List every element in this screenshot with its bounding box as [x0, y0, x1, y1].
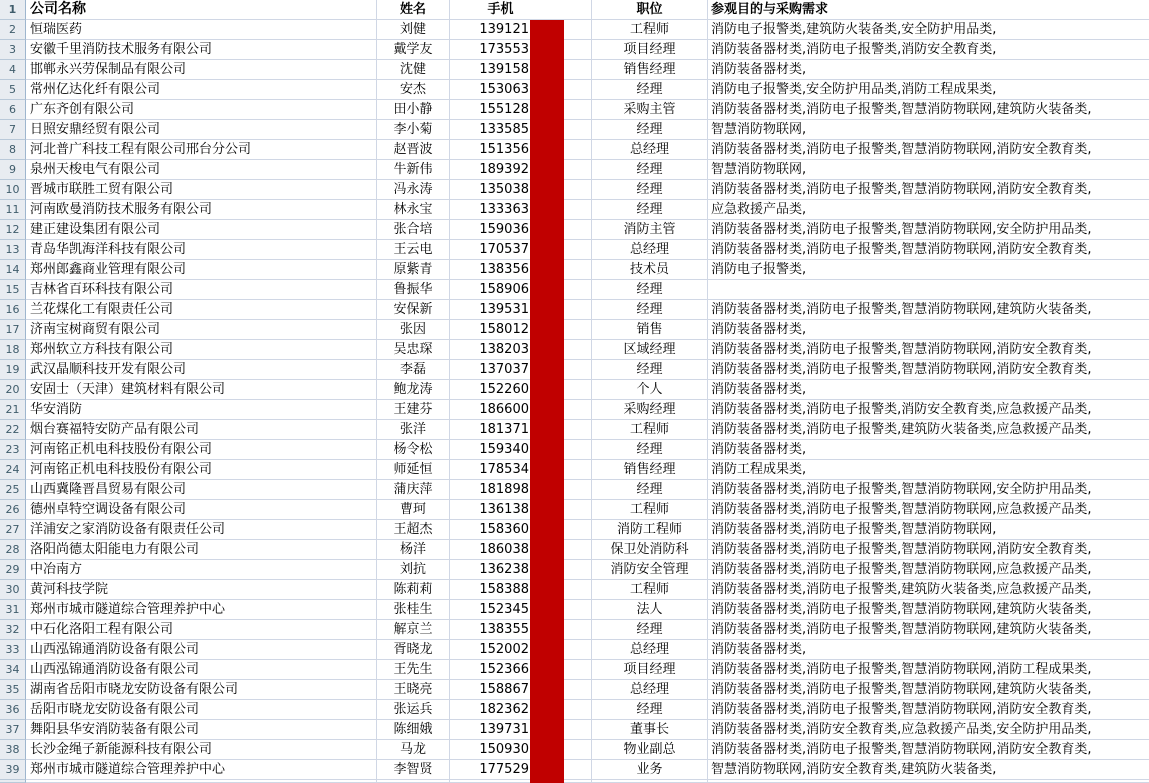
table-row: [0, 580, 1149, 600]
phone-cell[interactable]: 155128: [450, 100, 592, 120]
row-number[interactable]: 11: [0, 200, 26, 220]
phone-cell[interactable]: 186600: [450, 400, 592, 420]
row-number[interactable]: 17: [0, 320, 26, 340]
phone-cell[interactable]: 159340: [450, 440, 592, 460]
company-cell[interactable]: 邯郸永兴劳保制品有限公司: [26, 60, 377, 80]
position-cell[interactable]: 经理: [592, 300, 708, 320]
table-row: [0, 180, 1149, 200]
table-row: [0, 240, 1149, 260]
phone-cell[interactable]: 138356: [450, 260, 592, 280]
position-cell[interactable]: 消防安全管理: [592, 560, 708, 580]
row-number[interactable]: 25: [0, 480, 26, 500]
purpose-cell[interactable]: 消防装备器材类,消防电子报警类,智慧消防物联网,建筑防火装备类,: [708, 620, 1149, 640]
phone-cell[interactable]: 158360: [450, 520, 592, 540]
row-number[interactable]: 35: [0, 680, 26, 700]
phone-cell[interactable]: 151356: [450, 140, 592, 160]
purpose-cell[interactable]: 消防装备器材类,消防电子报警类,智慧消防物联网,建筑防火装备类,: [708, 300, 1149, 320]
table-row: [0, 440, 1149, 460]
position-cell[interactable]: 技术员: [592, 260, 708, 280]
phone-cell[interactable]: 158012: [450, 320, 592, 340]
name-cell[interactable]: 鲍龙涛: [377, 380, 450, 400]
purpose-cell[interactable]: 消防装备器材类,消防电子报警类,智慧消防物联网,消防安全教育类,: [708, 700, 1149, 720]
purpose-cell[interactable]: 消防工程成果类,: [708, 460, 1149, 480]
company-cell[interactable]: 建正建设集团有限公司: [26, 220, 377, 240]
company-cell[interactable]: 德州卓特空调设备有限公司: [26, 500, 377, 520]
name-cell[interactable]: 张运兵: [377, 700, 450, 720]
name-cell[interactable]: 沈健: [377, 60, 450, 80]
position-cell[interactable]: 经理: [592, 120, 708, 140]
purpose-cell[interactable]: 消防装备器材类,消防电子报警类,智慧消防物联网,应急救援产品类,: [708, 500, 1149, 520]
company-cell[interactable]: 安固士（天津）建筑材料有限公司: [26, 380, 377, 400]
table-row: [0, 420, 1149, 440]
company-cell[interactable]: 晋城市联胜工贸有限公司: [26, 180, 377, 200]
row-number[interactable]: 36: [0, 700, 26, 720]
row-number[interactable]: 31: [0, 600, 26, 620]
position-cell[interactable]: 销售经理: [592, 60, 708, 80]
company-cell[interactable]: 河北普广科技工程有限公司邢台分公司: [26, 140, 377, 160]
position-cell[interactable]: 区域经理: [592, 340, 708, 360]
phone-cell[interactable]: 139531: [450, 300, 592, 320]
row-number[interactable]: 20: [0, 380, 26, 400]
table-row: [0, 60, 1149, 80]
name-cell[interactable]: 曹珂: [377, 500, 450, 520]
purpose-cell[interactable]: 应急救援产品类,: [708, 200, 1149, 220]
purpose-cell[interactable]: 消防装备器材类,: [708, 380, 1149, 400]
phone-cell[interactable]: 139121: [450, 20, 592, 40]
company-cell[interactable]: 广东齐创有限公司: [26, 100, 377, 120]
table-row: [0, 220, 1149, 240]
row-number[interactable]: 14: [0, 260, 26, 280]
phone-cell[interactable]: 158867: [450, 680, 592, 700]
row-number[interactable]: 4: [0, 60, 26, 80]
phone-cell[interactable]: 135038: [450, 180, 592, 200]
phone-cell[interactable]: 133585: [450, 120, 592, 140]
row-number[interactable]: 22: [0, 420, 26, 440]
row-number[interactable]: 27: [0, 520, 26, 540]
name-cell[interactable]: 原紫青: [377, 260, 450, 280]
name-cell[interactable]: 胥晓龙: [377, 640, 450, 660]
purpose-cell[interactable]: 消防装备器材类,消防电子报警类,智慧消防物联网,消防安全教育类,: [708, 340, 1149, 360]
row-number[interactable]: 15: [0, 280, 26, 300]
table-row: [0, 200, 1149, 220]
row-number[interactable]: 16: [0, 300, 26, 320]
purpose-cell[interactable]: 消防装备器材类,: [708, 640, 1149, 660]
name-cell[interactable]: 吴忠琛: [377, 340, 450, 360]
name-cell[interactable]: 冯永涛: [377, 180, 450, 200]
position-cell[interactable]: 经理: [592, 200, 708, 220]
row-number[interactable]: 24: [0, 460, 26, 480]
row-number[interactable]: 1: [0, 0, 26, 20]
company-cell[interactable]: 吉林省百环科技有限公司: [26, 280, 377, 300]
table-row: [0, 460, 1149, 480]
row-number[interactable]: 26: [0, 500, 26, 520]
name-cell[interactable]: 李小菊: [377, 120, 450, 140]
phone-cell[interactable]: 152260: [450, 380, 592, 400]
table-row: [0, 280, 1149, 300]
row-number[interactable]: 3: [0, 40, 26, 60]
row-number[interactable]: 30: [0, 580, 26, 600]
company-cell[interactable]: 山西冀隆晋昌贸易有限公司: [26, 480, 377, 500]
position-cell[interactable]: 采购主管: [592, 100, 708, 120]
company-cell[interactable]: 黄河科技学院: [26, 580, 377, 600]
row-number[interactable]: 9: [0, 160, 26, 180]
company-cell[interactable]: 洛阳尚德太阳能电力有限公司: [26, 540, 377, 560]
phone-cell[interactable]: 138355: [450, 620, 592, 640]
table-row: [0, 500, 1149, 520]
company-cell[interactable]: 河南铭正机电科技股份有限公司: [26, 460, 377, 480]
table-row: [0, 340, 1149, 360]
name-cell[interactable]: 鲁振华: [377, 280, 450, 300]
name-cell[interactable]: 张合培: [377, 220, 450, 240]
name-cell[interactable]: 陈细娥: [377, 720, 450, 740]
name-cell[interactable]: 刘抗: [377, 560, 450, 580]
phone-cell[interactable]: 153063: [450, 80, 592, 100]
row-number[interactable]: 7: [0, 120, 26, 140]
table-row: [0, 40, 1149, 60]
header-phone[interactable]: 手机: [450, 0, 592, 20]
purpose-cell[interactable]: 消防装备器材类,消防安全教育类,应急救援产品类,安全防护用品类,: [708, 720, 1149, 740]
company-cell[interactable]: 郑州市城市隧道综合管理养护中心: [26, 600, 377, 620]
header-position[interactable]: 职位: [592, 0, 708, 20]
phone-cell[interactable]: 178534: [450, 460, 592, 480]
phone-cell[interactable]: 137037: [450, 360, 592, 380]
table-row: [0, 640, 1149, 660]
company-cell[interactable]: 华安消防: [26, 400, 377, 420]
name-cell[interactable]: 田小静: [377, 100, 450, 120]
phone-cell[interactable]: 158388: [450, 580, 592, 600]
table-row: [0, 740, 1149, 760]
phone-cell[interactable]: 170537: [450, 240, 592, 260]
phone-redaction-overlay: [530, 20, 564, 783]
company-cell[interactable]: 常州亿达化纤有限公司: [26, 80, 377, 100]
company-cell[interactable]: 郑州软立方科技有限公司: [26, 340, 377, 360]
position-cell[interactable]: 经理: [592, 440, 708, 460]
position-cell[interactable]: 销售经理: [592, 460, 708, 480]
position-cell[interactable]: 工程师: [592, 420, 708, 440]
table-row: [0, 600, 1149, 620]
company-cell[interactable]: 舞阳县华安消防装备有限公司: [26, 720, 377, 740]
purpose-cell[interactable]: 消防装备器材类,: [708, 60, 1149, 80]
row-number[interactable]: 2: [0, 20, 26, 40]
position-cell[interactable]: 经理: [592, 160, 708, 180]
name-cell[interactable]: 王云电: [377, 240, 450, 260]
row-number[interactable]: 29: [0, 560, 26, 580]
company-cell[interactable]: 安徽千里消防技术服务有限公司: [26, 40, 377, 60]
name-cell[interactable]: 师延恒: [377, 460, 450, 480]
position-cell[interactable]: 经理: [592, 80, 708, 100]
name-cell[interactable]: 杨洋: [377, 540, 450, 560]
company-cell[interactable]: 山西泓锦通消防设备有限公司: [26, 640, 377, 660]
purpose-cell[interactable]: 消防装备器材类,消防电子报警类,智慧消防物联网,消防安全教育类,: [708, 740, 1149, 760]
table-row: [0, 520, 1149, 540]
company-cell[interactable]: 日照安鼎经贸有限公司: [26, 120, 377, 140]
table-row: [0, 100, 1149, 120]
company-cell[interactable]: 岳阳市晓龙安防设备有限公司: [26, 700, 377, 720]
purpose-cell[interactable]: 消防装备器材类,消防电子报警类,建筑防火装备类,应急救援产品类,: [708, 580, 1149, 600]
position-cell[interactable]: 项目经理: [592, 660, 708, 680]
position-cell[interactable]: 项目经理: [592, 40, 708, 60]
row-number[interactable]: 18: [0, 340, 26, 360]
purpose-cell[interactable]: 消防装备器材类,消防电子报警类,智慧消防物联网,消防安全教育类,: [708, 180, 1149, 200]
phone-cell[interactable]: 186038: [450, 540, 592, 560]
row-number[interactable]: 39: [0, 760, 26, 780]
purpose-cell[interactable]: 消防装备器材类,消防电子报警类,智慧消防物联网,消防安全教育类,: [708, 540, 1149, 560]
table-row: [0, 540, 1149, 560]
purpose-cell[interactable]: 消防装备器材类,: [708, 440, 1149, 460]
row-number[interactable]: 10: [0, 180, 26, 200]
purpose-cell[interactable]: 智慧消防物联网,: [708, 160, 1149, 180]
phone-cell[interactable]: 177529: [450, 760, 592, 780]
header-name[interactable]: 姓名: [377, 0, 450, 20]
position-cell[interactable]: 销售: [592, 320, 708, 340]
position-cell[interactable]: 经理: [592, 620, 708, 640]
table-row: [0, 140, 1149, 160]
phone-cell[interactable]: 189392: [450, 160, 592, 180]
purpose-cell[interactable]: 消防装备器材类,消防电子报警类,智慧消防物联网,消防工程成果类,: [708, 660, 1149, 680]
phone-cell[interactable]: 152345: [450, 600, 592, 620]
phone-cell[interactable]: 136138: [450, 500, 592, 520]
row-number[interactable]: 28: [0, 540, 26, 560]
table-row: [0, 120, 1149, 140]
position-cell[interactable]: 总经理: [592, 640, 708, 660]
name-cell[interactable]: 李智贤: [377, 760, 450, 780]
name-cell[interactable]: 刘健: [377, 20, 450, 40]
company-cell[interactable]: 烟台赛福特安防产品有限公司: [26, 420, 377, 440]
name-cell[interactable]: 安杰: [377, 80, 450, 100]
position-cell[interactable]: 工程师: [592, 500, 708, 520]
company-cell[interactable]: 洋浦安之家消防设备有限责任公司: [26, 520, 377, 540]
name-cell[interactable]: 王超杰: [377, 520, 450, 540]
name-cell[interactable]: 王晓亮: [377, 680, 450, 700]
company-cell[interactable]: 济南宝树商贸有限公司: [26, 320, 377, 340]
position-cell[interactable]: 业务: [592, 760, 708, 780]
phone-cell[interactable]: 159036: [450, 220, 592, 240]
table-body: [0, 20, 1149, 780]
row-number[interactable]: 23: [0, 440, 26, 460]
purpose-cell[interactable]: 消防装备器材类,消防电子报警类,智慧消防物联网,消防安全教育类,: [708, 240, 1149, 260]
row-number[interactable]: 12: [0, 220, 26, 240]
table-row: [0, 320, 1149, 340]
table-row: [0, 80, 1149, 100]
phone-cell[interactable]: 158906: [450, 280, 592, 300]
position-cell[interactable]: 总经理: [592, 140, 708, 160]
phone-cell[interactable]: 150930: [450, 740, 592, 760]
phone-cell[interactable]: 138203: [450, 340, 592, 360]
company-cell[interactable]: 武汉晶顺科技开发有限公司: [26, 360, 377, 380]
position-cell[interactable]: 采购经理: [592, 400, 708, 420]
name-cell[interactable]: 安保新: [377, 300, 450, 320]
company-cell[interactable]: 青岛华凯海洋科技有限公司: [26, 240, 377, 260]
row-number[interactable]: 5: [0, 80, 26, 100]
purpose-cell[interactable]: 消防装备器材类,消防电子报警类,消防安全教育类,: [708, 40, 1149, 60]
purpose-cell[interactable]: 消防装备器材类,消防电子报警类,智慧消防物联网,安全防护用品类,: [708, 480, 1149, 500]
phone-cell[interactable]: 136238: [450, 560, 592, 580]
position-cell[interactable]: 经理: [592, 360, 708, 380]
phone-cell[interactable]: 139158: [450, 60, 592, 80]
row-number[interactable]: 32: [0, 620, 26, 640]
purpose-cell[interactable]: 消防电子报警类,建筑防火装备类,安全防护用品类,: [708, 20, 1149, 40]
company-cell[interactable]: 河南铭正机电科技股份有限公司: [26, 440, 377, 460]
purpose-cell[interactable]: 智慧消防物联网,: [708, 120, 1149, 140]
row-number[interactable]: 38: [0, 740, 26, 760]
table-row: [0, 360, 1149, 380]
header-purpose[interactable]: 参观目的与采购需求: [708, 0, 1149, 20]
position-cell[interactable]: 经理: [592, 480, 708, 500]
company-cell[interactable]: 湖南省岳阳市晓龙安防设备有限公司: [26, 680, 377, 700]
position-cell[interactable]: 经理: [592, 280, 708, 300]
table-row: [0, 700, 1149, 720]
purpose-cell[interactable]: 消防电子报警类,安全防护用品类,消防工程成果类,: [708, 80, 1149, 100]
phone-cell[interactable]: 173553: [450, 40, 592, 60]
name-cell[interactable]: 王建芬: [377, 400, 450, 420]
position-cell[interactable]: 工程师: [592, 580, 708, 600]
row-number[interactable]: 6: [0, 100, 26, 120]
purpose-cell[interactable]: 消防装备器材类,消防电子报警类,智慧消防物联网,消防安全教育类,: [708, 140, 1149, 160]
name-cell[interactable]: 牛新伟: [377, 160, 450, 180]
phone-cell[interactable]: 152002: [450, 640, 592, 660]
purpose-cell[interactable]: 消防装备器材类,消防电子报警类,智慧消防物联网,消防安全教育类,: [708, 360, 1149, 380]
phone-cell[interactable]: 182362: [450, 700, 592, 720]
name-cell[interactable]: 陈莉莉: [377, 580, 450, 600]
table-row: [0, 680, 1149, 700]
position-cell[interactable]: 总经理: [592, 680, 708, 700]
company-cell[interactable]: 泉州天梭电气有限公司: [26, 160, 377, 180]
row-number[interactable]: 13: [0, 240, 26, 260]
name-cell[interactable]: 李磊: [377, 360, 450, 380]
table-row: [0, 20, 1149, 40]
position-cell[interactable]: 总经理: [592, 240, 708, 260]
table-row: [0, 400, 1149, 420]
name-cell[interactable]: 解京兰: [377, 620, 450, 640]
row-number[interactable]: 37: [0, 720, 26, 740]
position-cell[interactable]: 董事长: [592, 720, 708, 740]
table-row: [0, 620, 1149, 640]
table-row: [0, 560, 1149, 580]
purpose-cell[interactable]: 消防装备器材类,消防电子报警类,智慧消防物联网,建筑防火装备类,: [708, 680, 1149, 700]
position-cell[interactable]: 经理: [592, 180, 708, 200]
purpose-cell[interactable]: 消防装备器材类,消防电子报警类,智慧消防物联网,: [708, 520, 1149, 540]
row-number[interactable]: 8: [0, 140, 26, 160]
phone-cell[interactable]: 133363: [450, 200, 592, 220]
row-number[interactable]: 19: [0, 360, 26, 380]
company-cell[interactable]: 中冶南方: [26, 560, 377, 580]
row-number[interactable]: 34: [0, 660, 26, 680]
company-cell[interactable]: 山西泓锦通消防设备有限公司: [26, 660, 377, 680]
table-row: [0, 720, 1149, 740]
company-cell[interactable]: 郑州市城市隧道综合管理养护中心: [26, 760, 377, 780]
company-cell[interactable]: 长沙金绳子新能源科技有限公司: [26, 740, 377, 760]
purpose-cell[interactable]: 智慧消防物联网,消防安全教育类,建筑防火装备类,: [708, 760, 1149, 780]
name-cell[interactable]: 林永宝: [377, 200, 450, 220]
position-cell[interactable]: 消防主管: [592, 220, 708, 240]
phone-cell[interactable]: 181898: [450, 480, 592, 500]
position-cell[interactable]: 经理: [592, 700, 708, 720]
position-cell[interactable]: 物业副总: [592, 740, 708, 760]
purpose-cell[interactable]: 消防装备器材类,消防电子报警类,智慧消防物联网,建筑防火装备类,: [708, 100, 1149, 120]
table-row: [0, 160, 1149, 180]
name-cell[interactable]: 杨令松: [377, 440, 450, 460]
name-cell[interactable]: 张因: [377, 320, 450, 340]
company-cell[interactable]: 中石化洛阳工程有限公司: [26, 620, 377, 640]
name-cell[interactable]: 蒲庆萍: [377, 480, 450, 500]
phone-cell[interactable]: 181371: [450, 420, 592, 440]
name-cell[interactable]: 张桂生: [377, 600, 450, 620]
purpose-cell[interactable]: 消防装备器材类,消防电子报警类,智慧消防物联网,建筑防火装备类,: [708, 600, 1149, 620]
phone-cell[interactable]: 139731: [450, 720, 592, 740]
row-number[interactable]: 21: [0, 400, 26, 420]
name-cell[interactable]: 赵晋波: [377, 140, 450, 160]
company-cell[interactable]: 恒瑞医药: [26, 20, 377, 40]
purpose-cell[interactable]: 消防装备器材类,消防电子报警类,建筑防火装备类,应急救援产品类,: [708, 420, 1149, 440]
position-cell[interactable]: 消防工程师: [592, 520, 708, 540]
table-row: [0, 660, 1149, 680]
purpose-cell[interactable]: 消防装备器材类,消防电子报警类,智慧消防物联网,应急救援产品类,: [708, 560, 1149, 580]
purpose-cell[interactable]: 消防装备器材类,消防电子报警类,消防安全教育类,应急救援产品类,: [708, 400, 1149, 420]
table-row: [0, 760, 1149, 780]
name-cell[interactable]: 戴学友: [377, 40, 450, 60]
name-cell[interactable]: 张洋: [377, 420, 450, 440]
header-row: [0, 0, 1149, 20]
position-cell[interactable]: 保卫处消防科: [592, 540, 708, 560]
company-cell[interactable]: 河南欧曼消防技术服务有限公司: [26, 200, 377, 220]
table-row: [0, 260, 1149, 280]
purpose-cell[interactable]: 消防装备器材类,消防电子报警类,智慧消防物联网,安全防护用品类,: [708, 220, 1149, 240]
company-cell[interactable]: 兰花煤化工有限责任公司: [26, 300, 377, 320]
position-cell[interactable]: 法人: [592, 600, 708, 620]
table-row: [0, 380, 1149, 400]
purpose-cell[interactable]: 消防电子报警类,: [708, 260, 1149, 280]
position-cell[interactable]: 个人: [592, 380, 708, 400]
table-row: [0, 300, 1149, 320]
name-cell[interactable]: 王先生: [377, 660, 450, 680]
name-cell[interactable]: 马龙: [377, 740, 450, 760]
table-row: [0, 480, 1149, 500]
header-company[interactable]: 公司名称: [26, 0, 377, 20]
phone-cell[interactable]: 152366: [450, 660, 592, 680]
company-cell[interactable]: 郑州郎鑫商业管理有限公司: [26, 260, 377, 280]
row-number[interactable]: 33: [0, 640, 26, 660]
purpose-cell[interactable]: [708, 280, 1149, 300]
position-cell[interactable]: 工程师: [592, 20, 708, 40]
purpose-cell[interactable]: 消防装备器材类,: [708, 320, 1149, 340]
